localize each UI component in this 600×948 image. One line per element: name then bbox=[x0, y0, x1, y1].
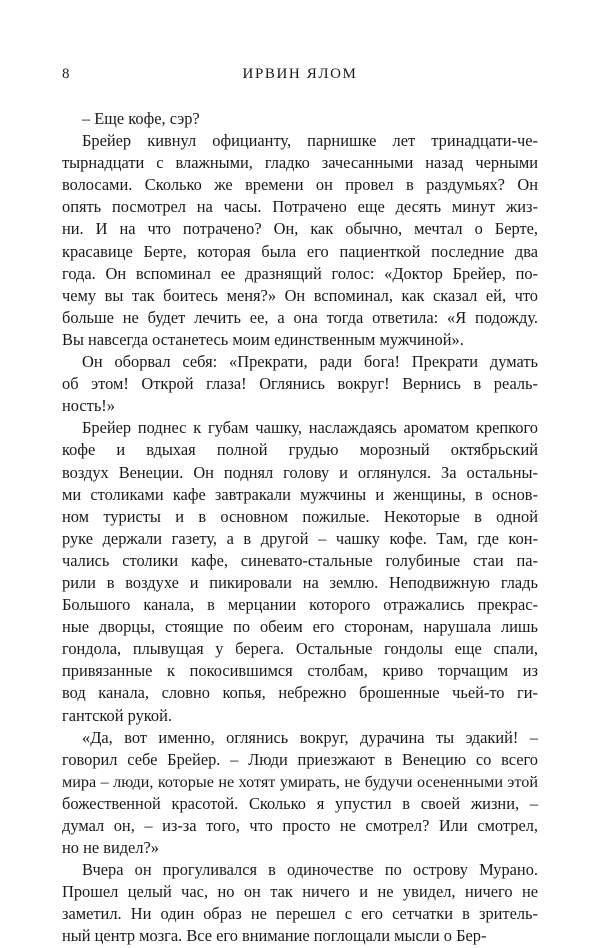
text-line: Вчера он прогуливался в одиночестве по острову Мурано. bbox=[82, 860, 538, 880]
page-header bbox=[62, 66, 538, 86]
text-line: гондола, плывущая у берега. Остальные гондолы еще спали, bbox=[62, 639, 538, 659]
text-line: кофе и вдыхая полной грудью морозный октябрьский bbox=[62, 440, 538, 460]
text-line: ном туристы и в основном пожилые. Некоторые в одной bbox=[62, 506, 538, 526]
text-line: заметил. Ни один образ не перешел с его сетчатки в зритель- bbox=[62, 904, 538, 924]
text-line: вод канала, словно копья, небрежно брошенные чьей-то ги- bbox=[62, 683, 538, 703]
text-line: об этом! Открой глаза! Оглянись вокруг! Вернись в реаль- bbox=[62, 374, 538, 394]
text-line: ни. И на что потрачено? Он, как обычно, мечтал о Берте, bbox=[62, 219, 538, 239]
text-line: рили в воздухе и пикировали на землю. Неподвижную гладь bbox=[62, 572, 538, 592]
text-line: гантской рукой. bbox=[62, 705, 172, 725]
paragraph bbox=[62, 108, 538, 130]
text-line: – Еще кофе, сэр? bbox=[82, 109, 200, 128]
text-line: чались столики кафе, синевато-стальные голубиные стаи па- bbox=[62, 550, 538, 570]
text-line: руке держали газету, а в другой – чашку кофе. Там, где кон- bbox=[62, 528, 538, 548]
text-line: ные дворцы, стоящие по обеим его сторонам, нарушала лишь bbox=[62, 617, 538, 637]
running-title: ИРВИН ЯЛОМ bbox=[242, 66, 358, 82]
text-line: больше не будет лечить ее, а она тогда ответила: «Я подожду. bbox=[62, 307, 538, 327]
body-text bbox=[62, 108, 538, 948]
text-line: «Да, вот именно, оглянись вокруг, дурачина ты эдакий! – bbox=[82, 727, 538, 747]
text-line: Прошел целый час, но он так ничего и не увидел, ничего не bbox=[62, 882, 538, 902]
text-line: божественной красотой. Сколько я упустил в своей жизни, – bbox=[62, 793, 538, 813]
text-line: Он оборвал себя: «Прекрати, ради бога! Прекрати думать bbox=[82, 352, 538, 372]
paragraph bbox=[62, 417, 538, 726]
page-number: 8 bbox=[62, 66, 70, 82]
text-line: ность!» bbox=[62, 396, 115, 416]
text-line: привязанные к покосившимся столбам, криво торчащим из bbox=[62, 661, 538, 681]
paragraph bbox=[62, 859, 538, 947]
text-line: красавице Берте, которая была его пациенткой последние два bbox=[62, 241, 538, 261]
text-line: тырнадцати с влажными, гладко зачесанными назад черными bbox=[62, 153, 538, 173]
text-line: Брейер поднес к губам чашку, наслаждаясь ароматом крепкого bbox=[82, 418, 538, 438]
text-line: воздух Венеции. Он поднял голову и оглянулся. За остальны- bbox=[62, 462, 538, 482]
text-line: опять посмотрел на часы. Потрачено еще десять минут жиз- bbox=[62, 197, 538, 217]
text-line: ный центр мозга. Все его внимание поглощали мысли о Бер- bbox=[62, 926, 487, 946]
text-line: говорил себе Брейер. – Люди приезжают в Венецию со всего bbox=[62, 749, 538, 769]
text-line: Брейер кивнул официанту, парнишке лет тринадцати-че- bbox=[82, 131, 538, 151]
text-line: думал он, – из-за того, что просто не смотрел? Или смотрел, bbox=[62, 816, 538, 835]
text-line: года. Он вспоминал ее дразнящий голос: «Доктор Брейер, по- bbox=[62, 263, 538, 283]
paragraph bbox=[62, 727, 538, 860]
text-line: но не видел?» bbox=[62, 838, 159, 858]
text-line: мира – люди, которые не хотят умирать, не будучи осененными этой bbox=[62, 772, 538, 791]
text-line: волосами. Сколько же времени он провел в раздумьях? Он bbox=[62, 175, 538, 195]
text-line: Большого канала, в мерцании которого отражались прекрас- bbox=[62, 595, 538, 615]
paragraph bbox=[62, 351, 538, 417]
paragraph bbox=[62, 130, 538, 351]
text-line: чему вы так боитесь меня?» Он вспоминал, как сказал ей, что bbox=[62, 285, 538, 305]
text-line: Вы навсегда останетесь моим единственным мужчиной». bbox=[62, 329, 464, 349]
text-line: ми столиками кафе завтракали мужчины и женщины, в основ- bbox=[62, 484, 538, 504]
